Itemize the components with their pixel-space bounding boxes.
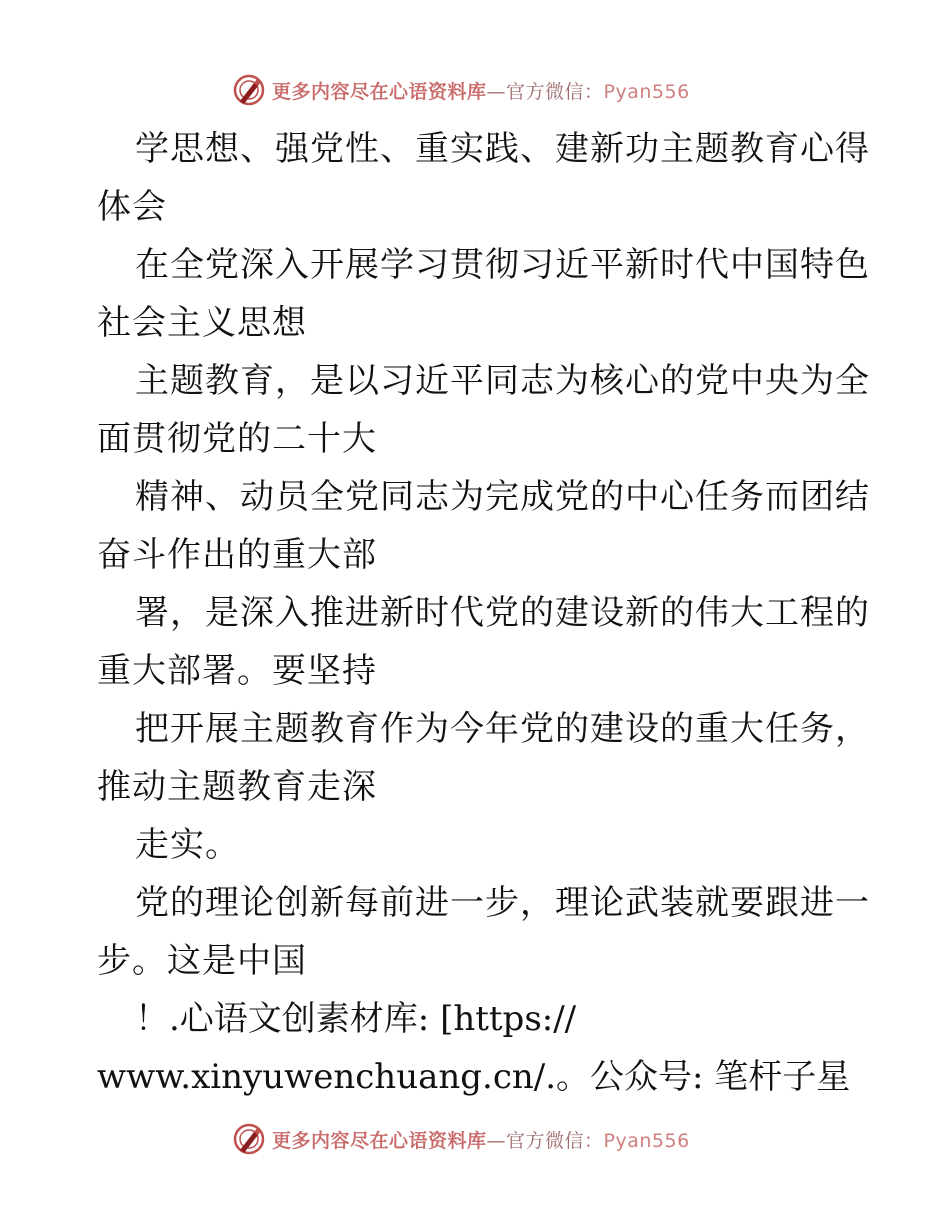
text-line: 党的理论创新每前进一步，理论武装就要跟进一	[135, 883, 870, 923]
text-line: 步。这是中国	[97, 941, 307, 981]
watermark-label: 官方微信：	[506, 80, 604, 103]
text-line: 体会	[97, 187, 167, 227]
text-line: ！.心语文创素材库: [https://	[135, 999, 577, 1039]
text-line: 社会主义思想	[97, 303, 307, 343]
pen-logo-icon	[232, 1122, 266, 1156]
text-line: 奋斗作出的重大部	[97, 535, 377, 575]
document-body	[97, 120, 870, 1106]
watermark-wechat-id: Pyan556	[603, 80, 690, 103]
footer-watermark	[232, 1122, 690, 1156]
text-line: 精神、动员全党同志为完成党的中心任务而团结	[135, 477, 870, 517]
header-watermark	[232, 73, 690, 107]
text-line: 推动主题教育走深	[97, 767, 377, 807]
watermark-brand: 更多内容尽在心语资料库	[272, 80, 487, 103]
text-line: 把开展主题教育作为今年党的建设的重大任务，	[135, 709, 870, 749]
watermark-wechat-id: Pyan556	[603, 1129, 690, 1152]
text-line: 在全党深入开展学习贯彻习近平新时代中国特色	[135, 245, 870, 285]
text-line: 面贯彻党的二十大	[97, 419, 377, 459]
watermark-separator: —	[486, 80, 507, 103]
text-line: 学思想、强党性、重实践、建新功主题教育心得	[135, 129, 870, 169]
text-line: 署，是深入推进新时代党的建设新的伟大工程的	[135, 593, 870, 633]
text-line: 主题教育，是以习近平同志为核心的党中央为全	[135, 361, 870, 401]
text-line: www.xinyuwenchuang.cn/.。公众号: 笔杆子星	[97, 1057, 851, 1097]
text-line: 重大部署。要坚持	[97, 651, 377, 691]
text-line: 走实。	[135, 825, 240, 865]
pen-logo-icon	[232, 73, 266, 107]
watermark-brand: 更多内容尽在心语资料库	[272, 1129, 487, 1152]
watermark-separator: —	[486, 1129, 507, 1152]
watermark-label: 官方微信：	[506, 1129, 604, 1152]
